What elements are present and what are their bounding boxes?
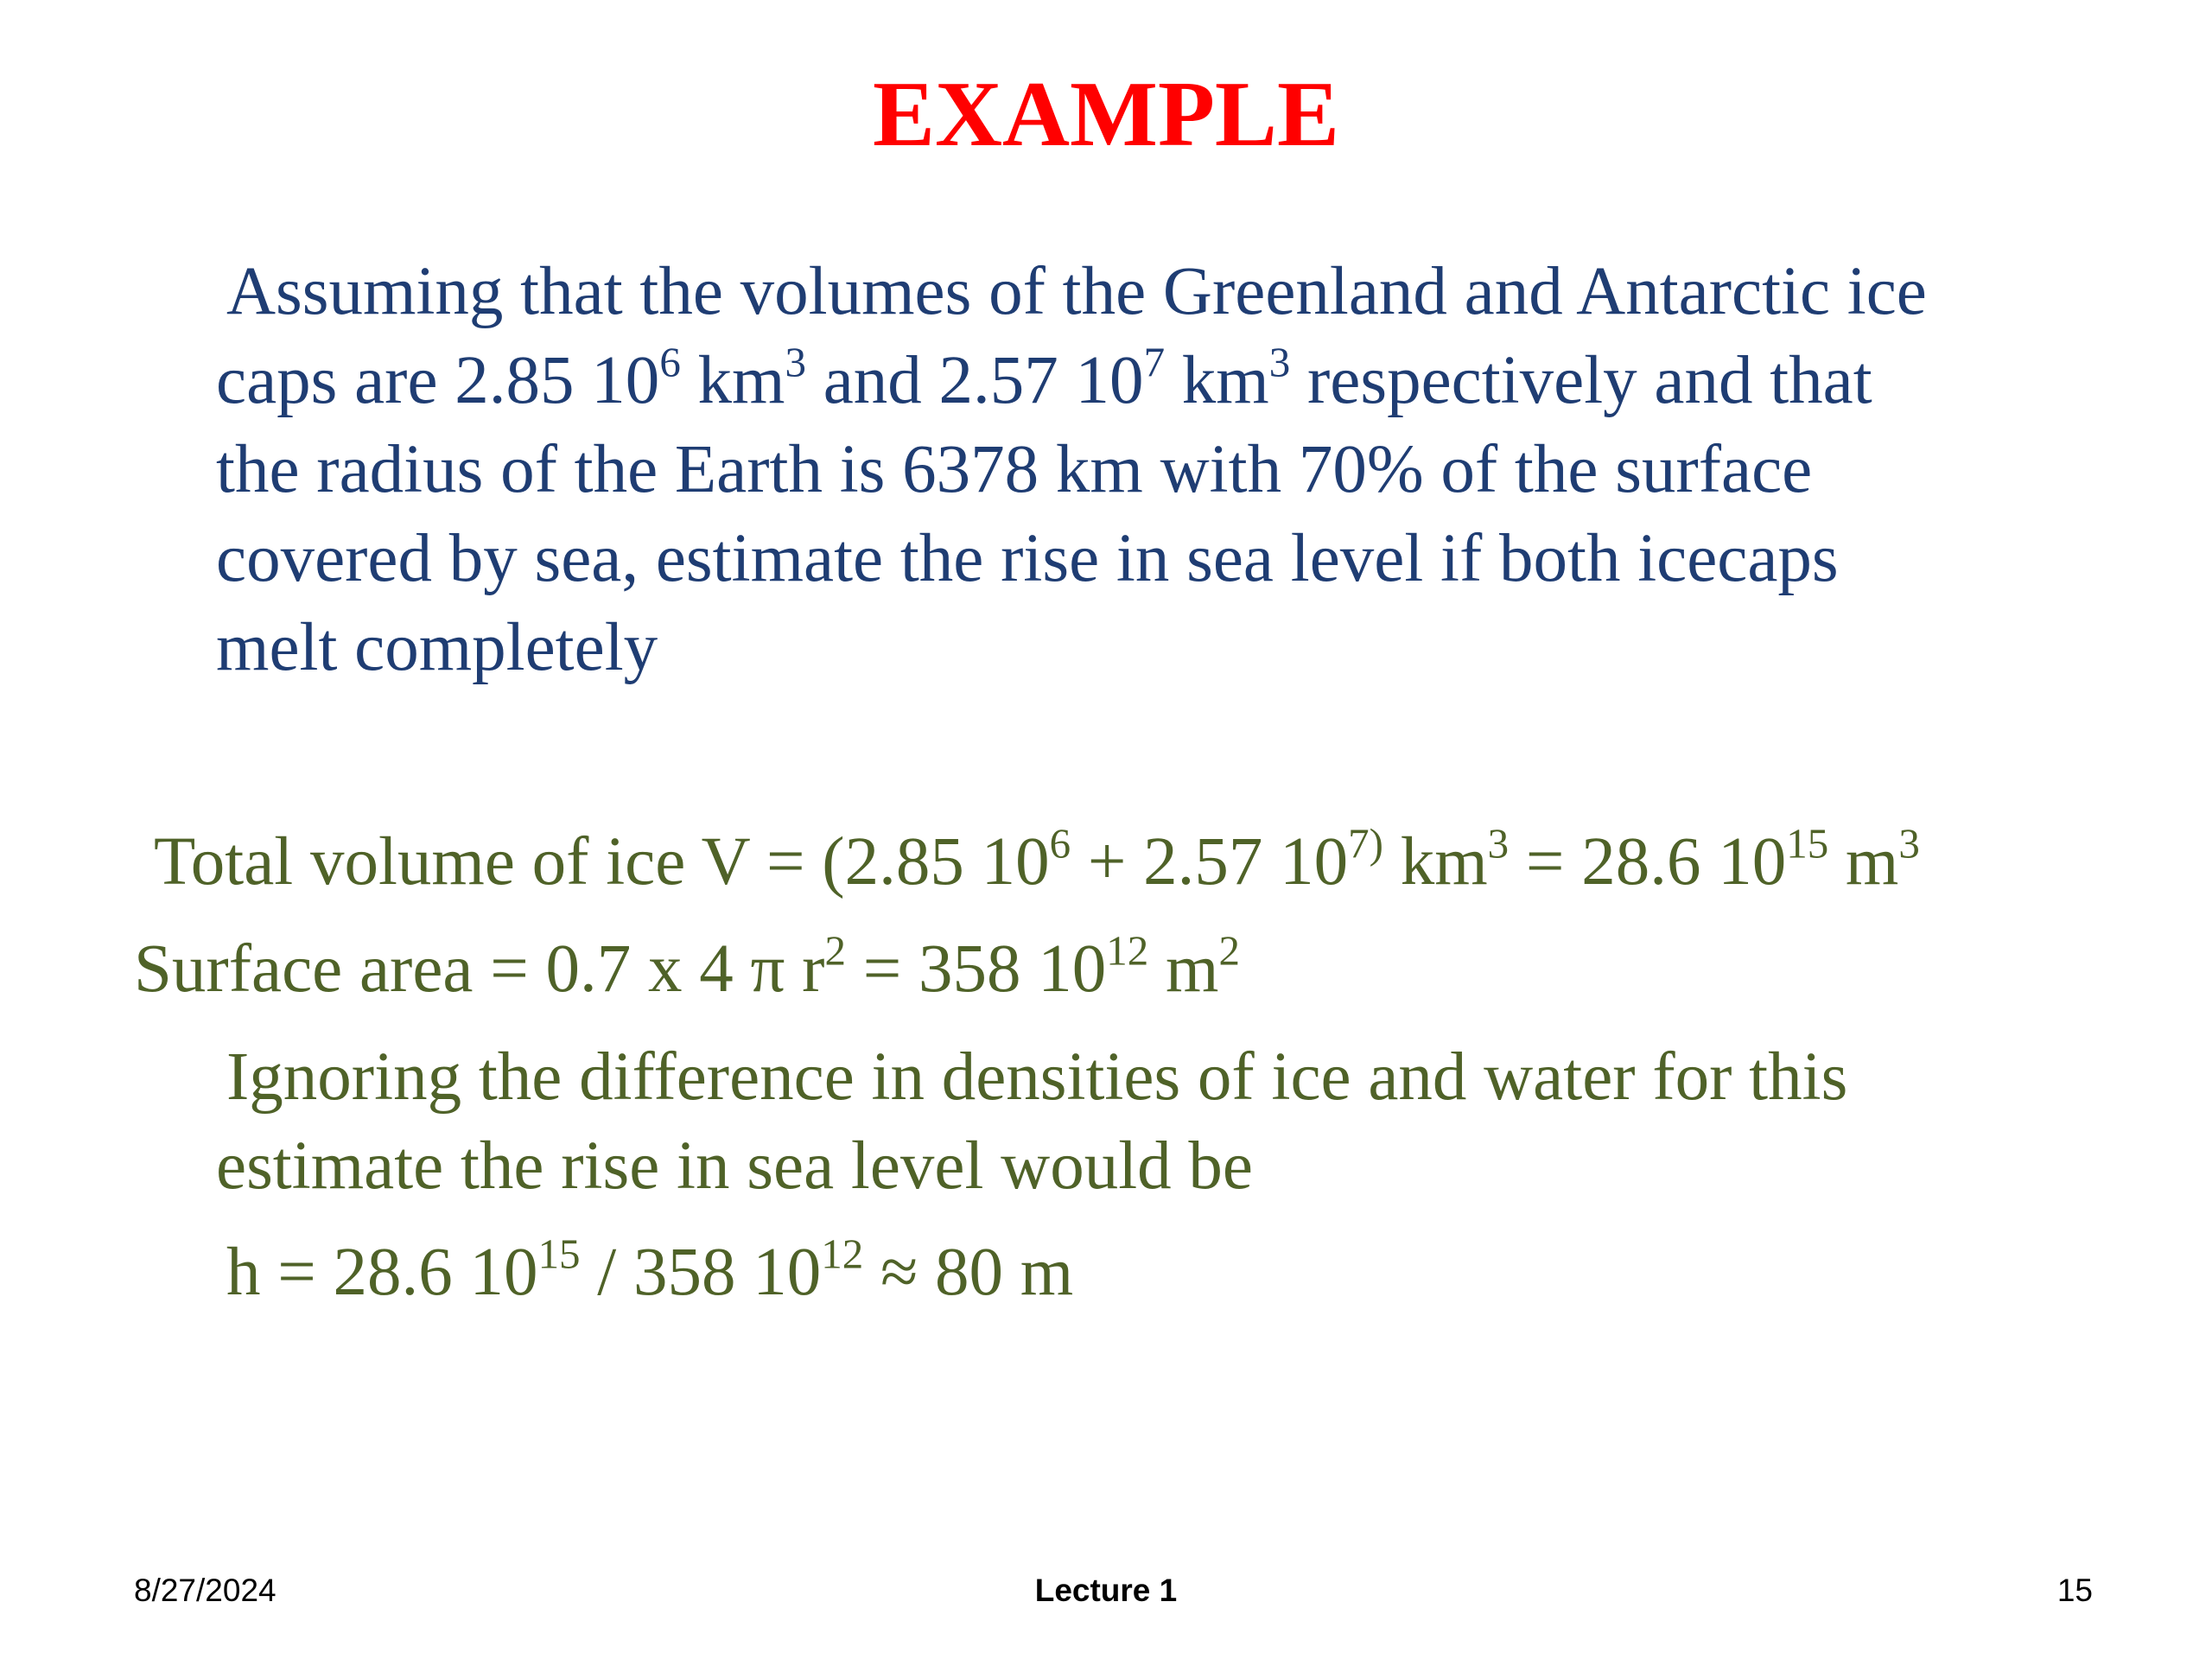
exponent: 3 [1268, 338, 1291, 386]
exponent: 2 [1218, 926, 1240, 975]
exponent: 15 [1786, 819, 1829, 868]
problem-line-2-text: km [1165, 343, 1269, 418]
equation-text: km [1382, 824, 1488, 899]
problem-statement [216, 247, 2117, 692]
exponent: 3 [1898, 819, 1920, 868]
exponent: 2 [824, 926, 846, 975]
exponent: 3 [1487, 819, 1510, 868]
exponent: 6 [1049, 819, 1071, 868]
problem-line-1: Assuming that the volumes of the Greenland and Antarctic ice [226, 254, 1927, 329]
ignoring-line-2: estimate the rise in sea level would be [216, 1128, 1253, 1204]
footer-page-number: 15 [2056, 1573, 2093, 1608]
exponent: 3 [785, 338, 806, 386]
equation-text: = 28.6 10 [1509, 824, 1787, 899]
problem-line-2 [216, 336, 2117, 425]
equation-text: m [1828, 824, 1899, 899]
equation-text: Surface area = 0.7 x 4 π r [134, 931, 825, 1007]
equation-text: / 358 10 [580, 1235, 822, 1310]
surface-area-equation [134, 925, 1240, 1014]
exponent: 7) [1348, 819, 1383, 868]
exponent: 15 [537, 1230, 581, 1278]
exponent: 7 [1143, 338, 1166, 386]
height-equation [226, 1228, 1073, 1317]
equation-text: Total volume of ice V = (2.85 10 [154, 824, 1050, 899]
slide-title: EXAMPLE [873, 63, 1339, 166]
exponent: 12 [821, 1230, 864, 1278]
problem-line-2-text: and 2.57 10 [805, 343, 1144, 418]
problem-line-3: the radius of the Earth is 6378 km with 70% of the surface [216, 432, 1813, 507]
exponent: 6 [659, 338, 681, 386]
exponent: 12 [1106, 926, 1149, 975]
equation-text: + 2.57 10 [1071, 824, 1349, 899]
problem-line-2-text: caps are 2.85 10 [216, 343, 660, 418]
equation-text: m [1148, 931, 1219, 1007]
problem-line-5: melt completely [216, 610, 658, 685]
total-volume-equation [154, 817, 1920, 906]
equation-text: ≈ 80 m [863, 1235, 1074, 1310]
footer-lecture: Lecture 1 [1034, 1573, 1178, 1608]
problem-line-4: covered by sea, estimate the rise in sea level if both icecaps [216, 521, 1839, 596]
problem-line-2-text: km [680, 343, 785, 418]
footer-date: 8/27/2024 [134, 1573, 276, 1608]
ignoring-line-1: Ignoring the difference in densities of ice and water for this [226, 1039, 1848, 1115]
equation-text: h = 28.6 10 [226, 1235, 538, 1310]
problem-line-2-text: respectively and that [1290, 343, 1872, 418]
equation-text: = 358 10 [845, 931, 1107, 1007]
